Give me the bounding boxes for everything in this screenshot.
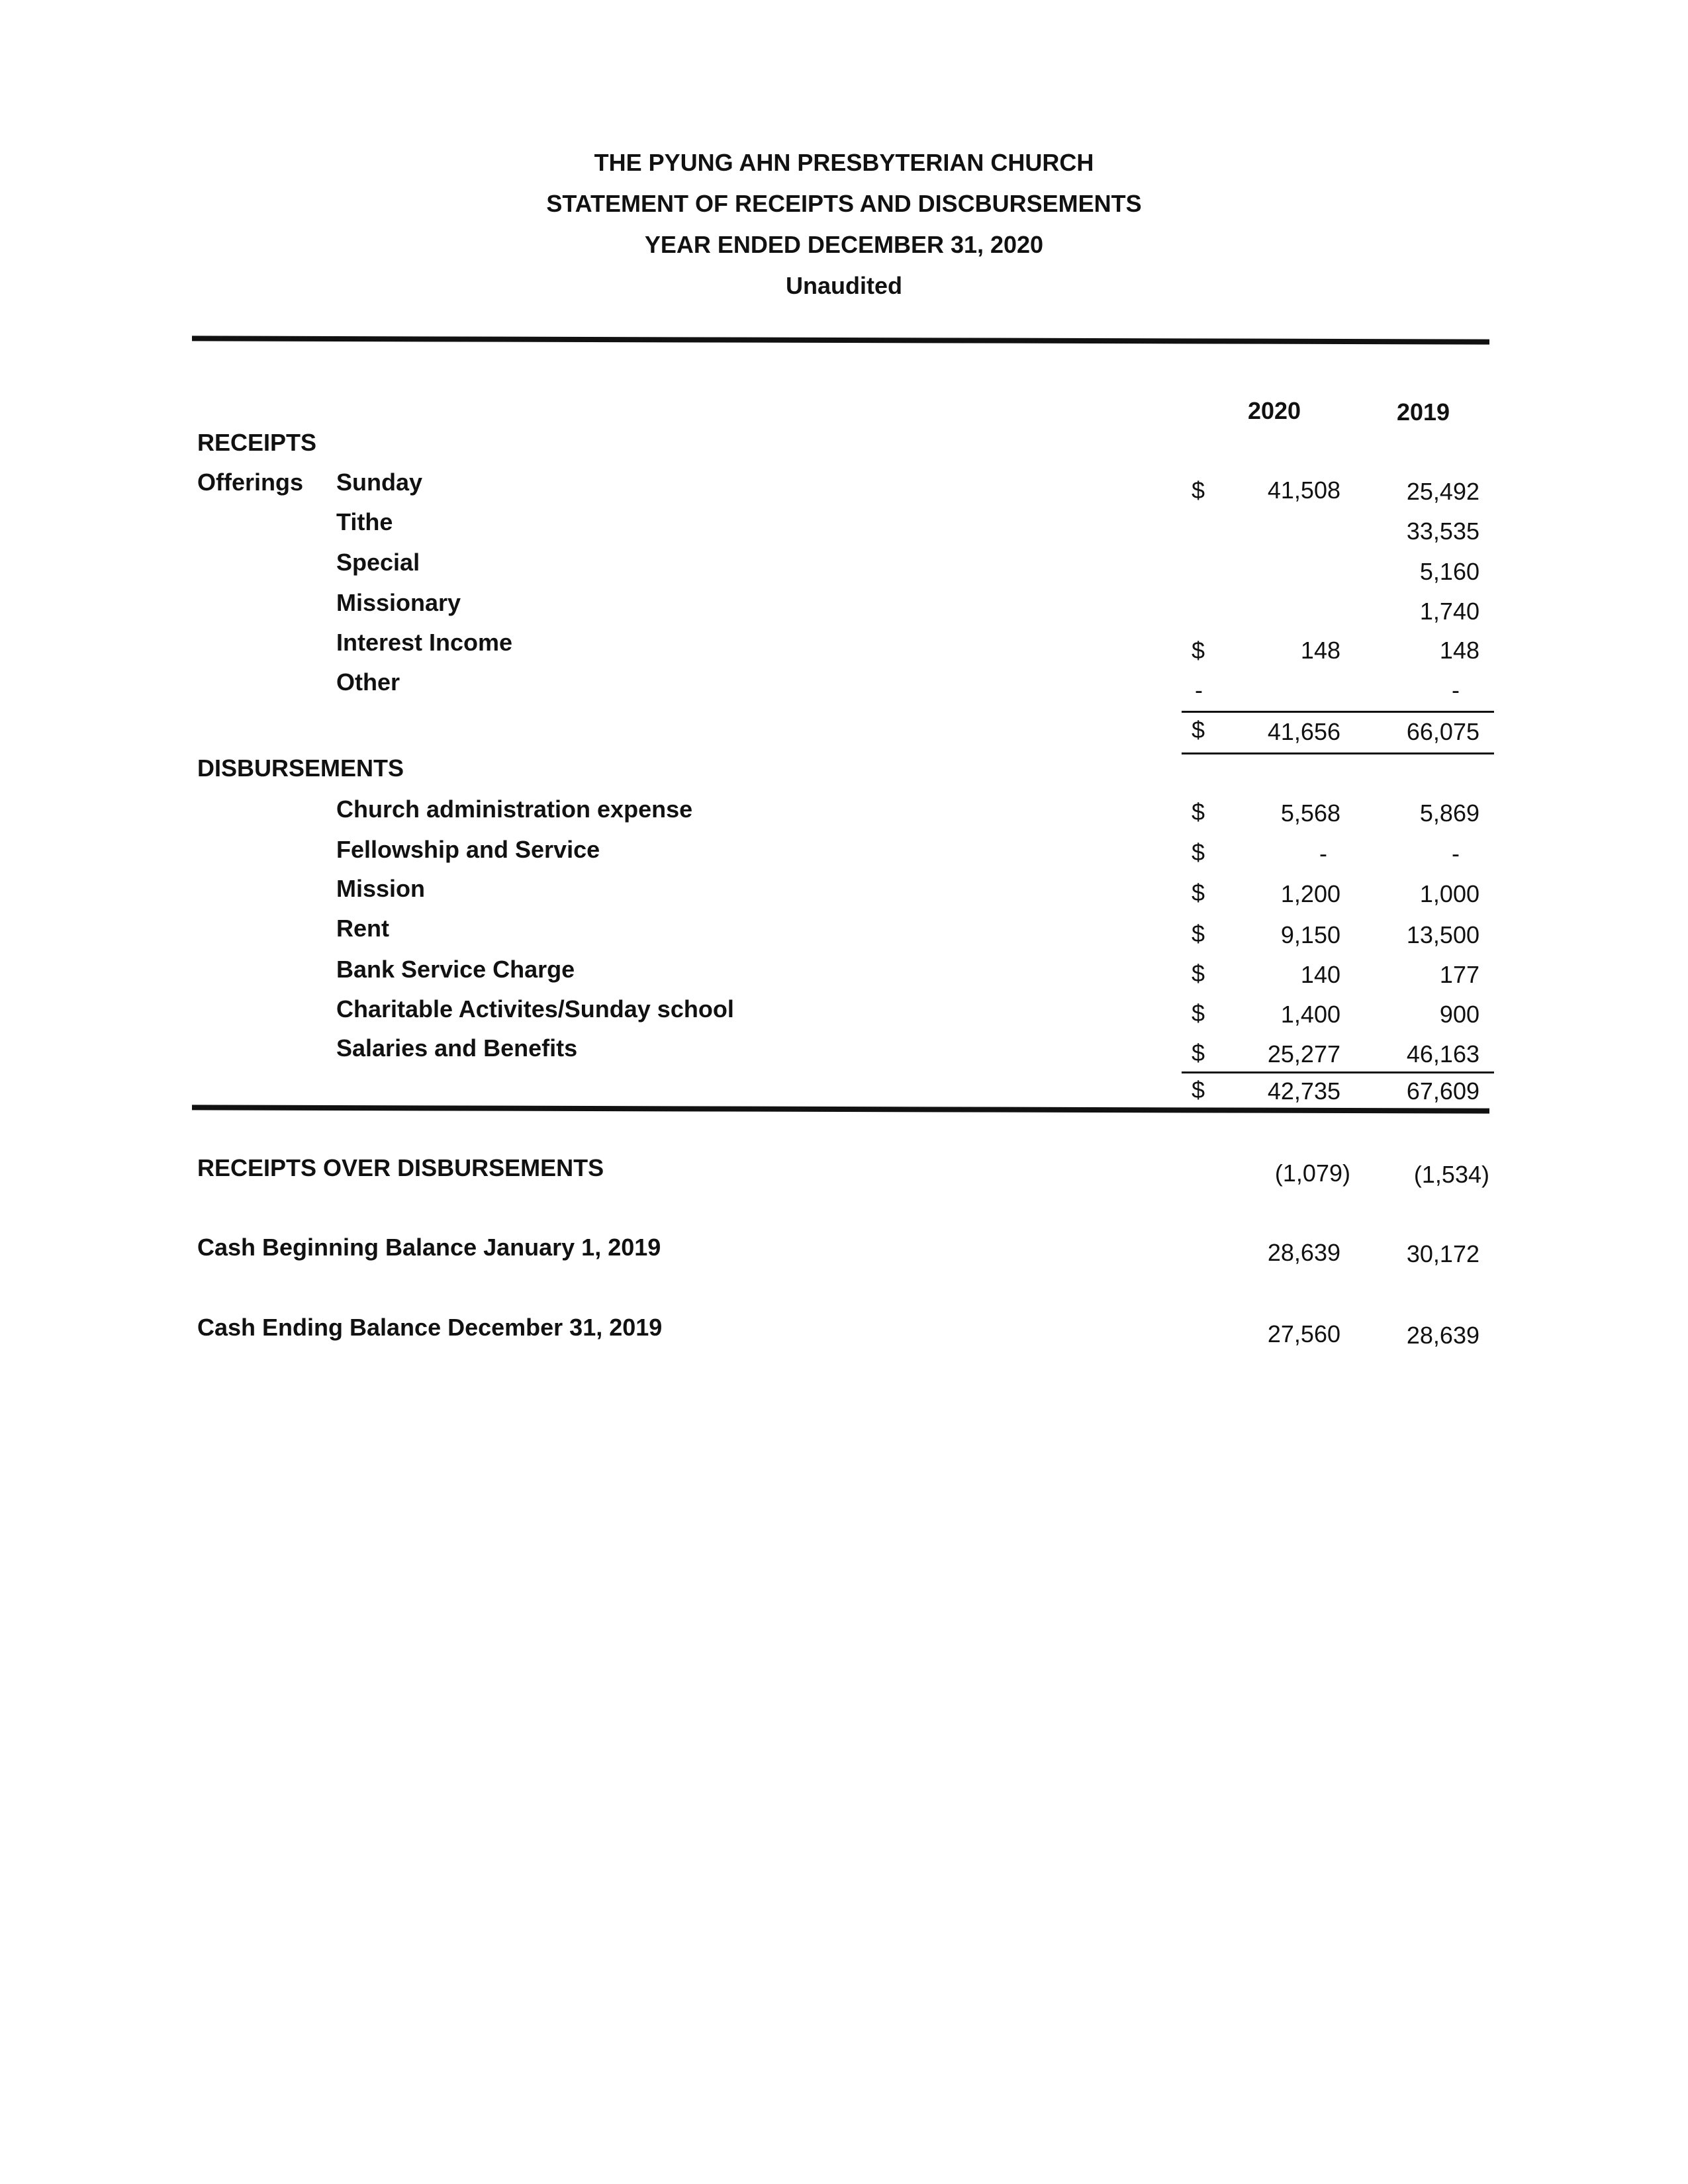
dollar-sign: $ [1192, 879, 1205, 906]
total-2020: 41,656 [1267, 718, 1340, 745]
dollar-sign: $ [1192, 798, 1205, 825]
dollar-sign: $ [1192, 477, 1205, 504]
audit-status: Unaudited [786, 272, 902, 299]
statement-title: STATEMENT OF RECEIPTS AND DISCBURSEMENTS [546, 190, 1142, 217]
value-2019: 13,500 [1406, 921, 1479, 948]
dollar-sign: $ [1192, 960, 1205, 987]
value-2019: 5,869 [1419, 799, 1479, 827]
row-label: Salaries and Benefits [336, 1034, 578, 1062]
total-2020: 42,735 [1267, 1077, 1340, 1105]
row-label: Interest Income [336, 629, 513, 656]
dollar-sign: $ [1192, 1039, 1205, 1066]
section-rule [192, 1105, 1489, 1113]
value-2019: 1,000 [1419, 880, 1479, 907]
summary-label: Cash Ending Balance December 31, 2019 [197, 1314, 663, 1341]
summary-label: Cash Beginning Balance January 1, 2019 [197, 1234, 661, 1261]
period-title: YEAR ENDED DECEMBER 31, 2020 [644, 231, 1044, 258]
total-2019: 67,609 [1406, 1077, 1479, 1105]
row-label: Missionary [336, 589, 461, 616]
row-label: Church administration expense [336, 796, 693, 823]
total-2019: 66,075 [1406, 718, 1479, 745]
dollar-sign: $ [1192, 839, 1205, 866]
row-label: Bank Service Charge [336, 956, 575, 983]
value-2020: 140 [1300, 961, 1340, 988]
value-2020: 1,200 [1280, 880, 1340, 907]
disbursements-heading: DISBURSEMENTS [197, 754, 404, 782]
value-2020: 41,508 [1267, 477, 1340, 504]
value-2019: 5,160 [1419, 558, 1479, 585]
org-title: THE PYUNG AHN PRESBYTERIAN CHURCH [594, 149, 1094, 176]
dollar-sign: $ [1192, 716, 1205, 743]
dollar-sign: $ [1192, 637, 1205, 664]
row-label: Fellowship and Service [336, 836, 600, 863]
dollar-sign: $ [1192, 1076, 1205, 1103]
value-2020: 148 [1300, 637, 1340, 664]
col-header-2020: 2020 [1247, 397, 1301, 424]
value-2019: 28,639 [1406, 1322, 1479, 1349]
dollar-sign: $ [1192, 920, 1205, 947]
value-2020: 1,400 [1280, 1001, 1340, 1028]
receipts-heading: RECEIPTS [197, 429, 317, 456]
value-2020: (1,079) [1274, 1160, 1350, 1187]
row-label: Sunday [336, 469, 423, 496]
dash-mark: - [1195, 676, 1203, 704]
receipts-total-rule [1182, 752, 1494, 754]
value-2019: 900 [1439, 1001, 1479, 1028]
offerings-label: Offerings [197, 469, 304, 496]
row-label: Tithe [336, 508, 393, 535]
header-rule [192, 336, 1489, 344]
value-2019: - [1452, 840, 1460, 867]
receipts-subtotal-rule [1182, 711, 1494, 713]
value-2019: 1,740 [1419, 598, 1479, 625]
value-2019: 177 [1439, 961, 1479, 988]
value-2020: 9,150 [1280, 921, 1340, 948]
value-2019: 33,535 [1406, 518, 1479, 545]
row-label: Other [336, 668, 400, 696]
disbursements-subtotal-rule [1182, 1071, 1494, 1073]
value-2020: 5,568 [1280, 799, 1340, 827]
value-2020: 25,277 [1267, 1040, 1340, 1068]
value-2020: - [1319, 840, 1327, 867]
col-header-2019: 2019 [1396, 398, 1450, 426]
value-2019: 30,172 [1406, 1240, 1479, 1267]
summary-label: RECEIPTS OVER DISBURSEMENTS [197, 1154, 604, 1181]
value-2019: (1,534) [1413, 1161, 1489, 1188]
value-2019: - [1452, 676, 1460, 704]
row-label: Rent [336, 915, 389, 942]
value-2019: 46,163 [1406, 1040, 1479, 1068]
row-label: Mission [336, 875, 426, 902]
value-2020: 27,560 [1267, 1320, 1340, 1347]
row-label: Special [336, 549, 420, 576]
value-2020: 28,639 [1267, 1239, 1340, 1266]
row-label: Charitable Activites/Sunday school [336, 995, 734, 1023]
dollar-sign: $ [1192, 999, 1205, 1026]
value-2019: 148 [1439, 637, 1479, 664]
value-2019: 25,492 [1406, 478, 1479, 505]
